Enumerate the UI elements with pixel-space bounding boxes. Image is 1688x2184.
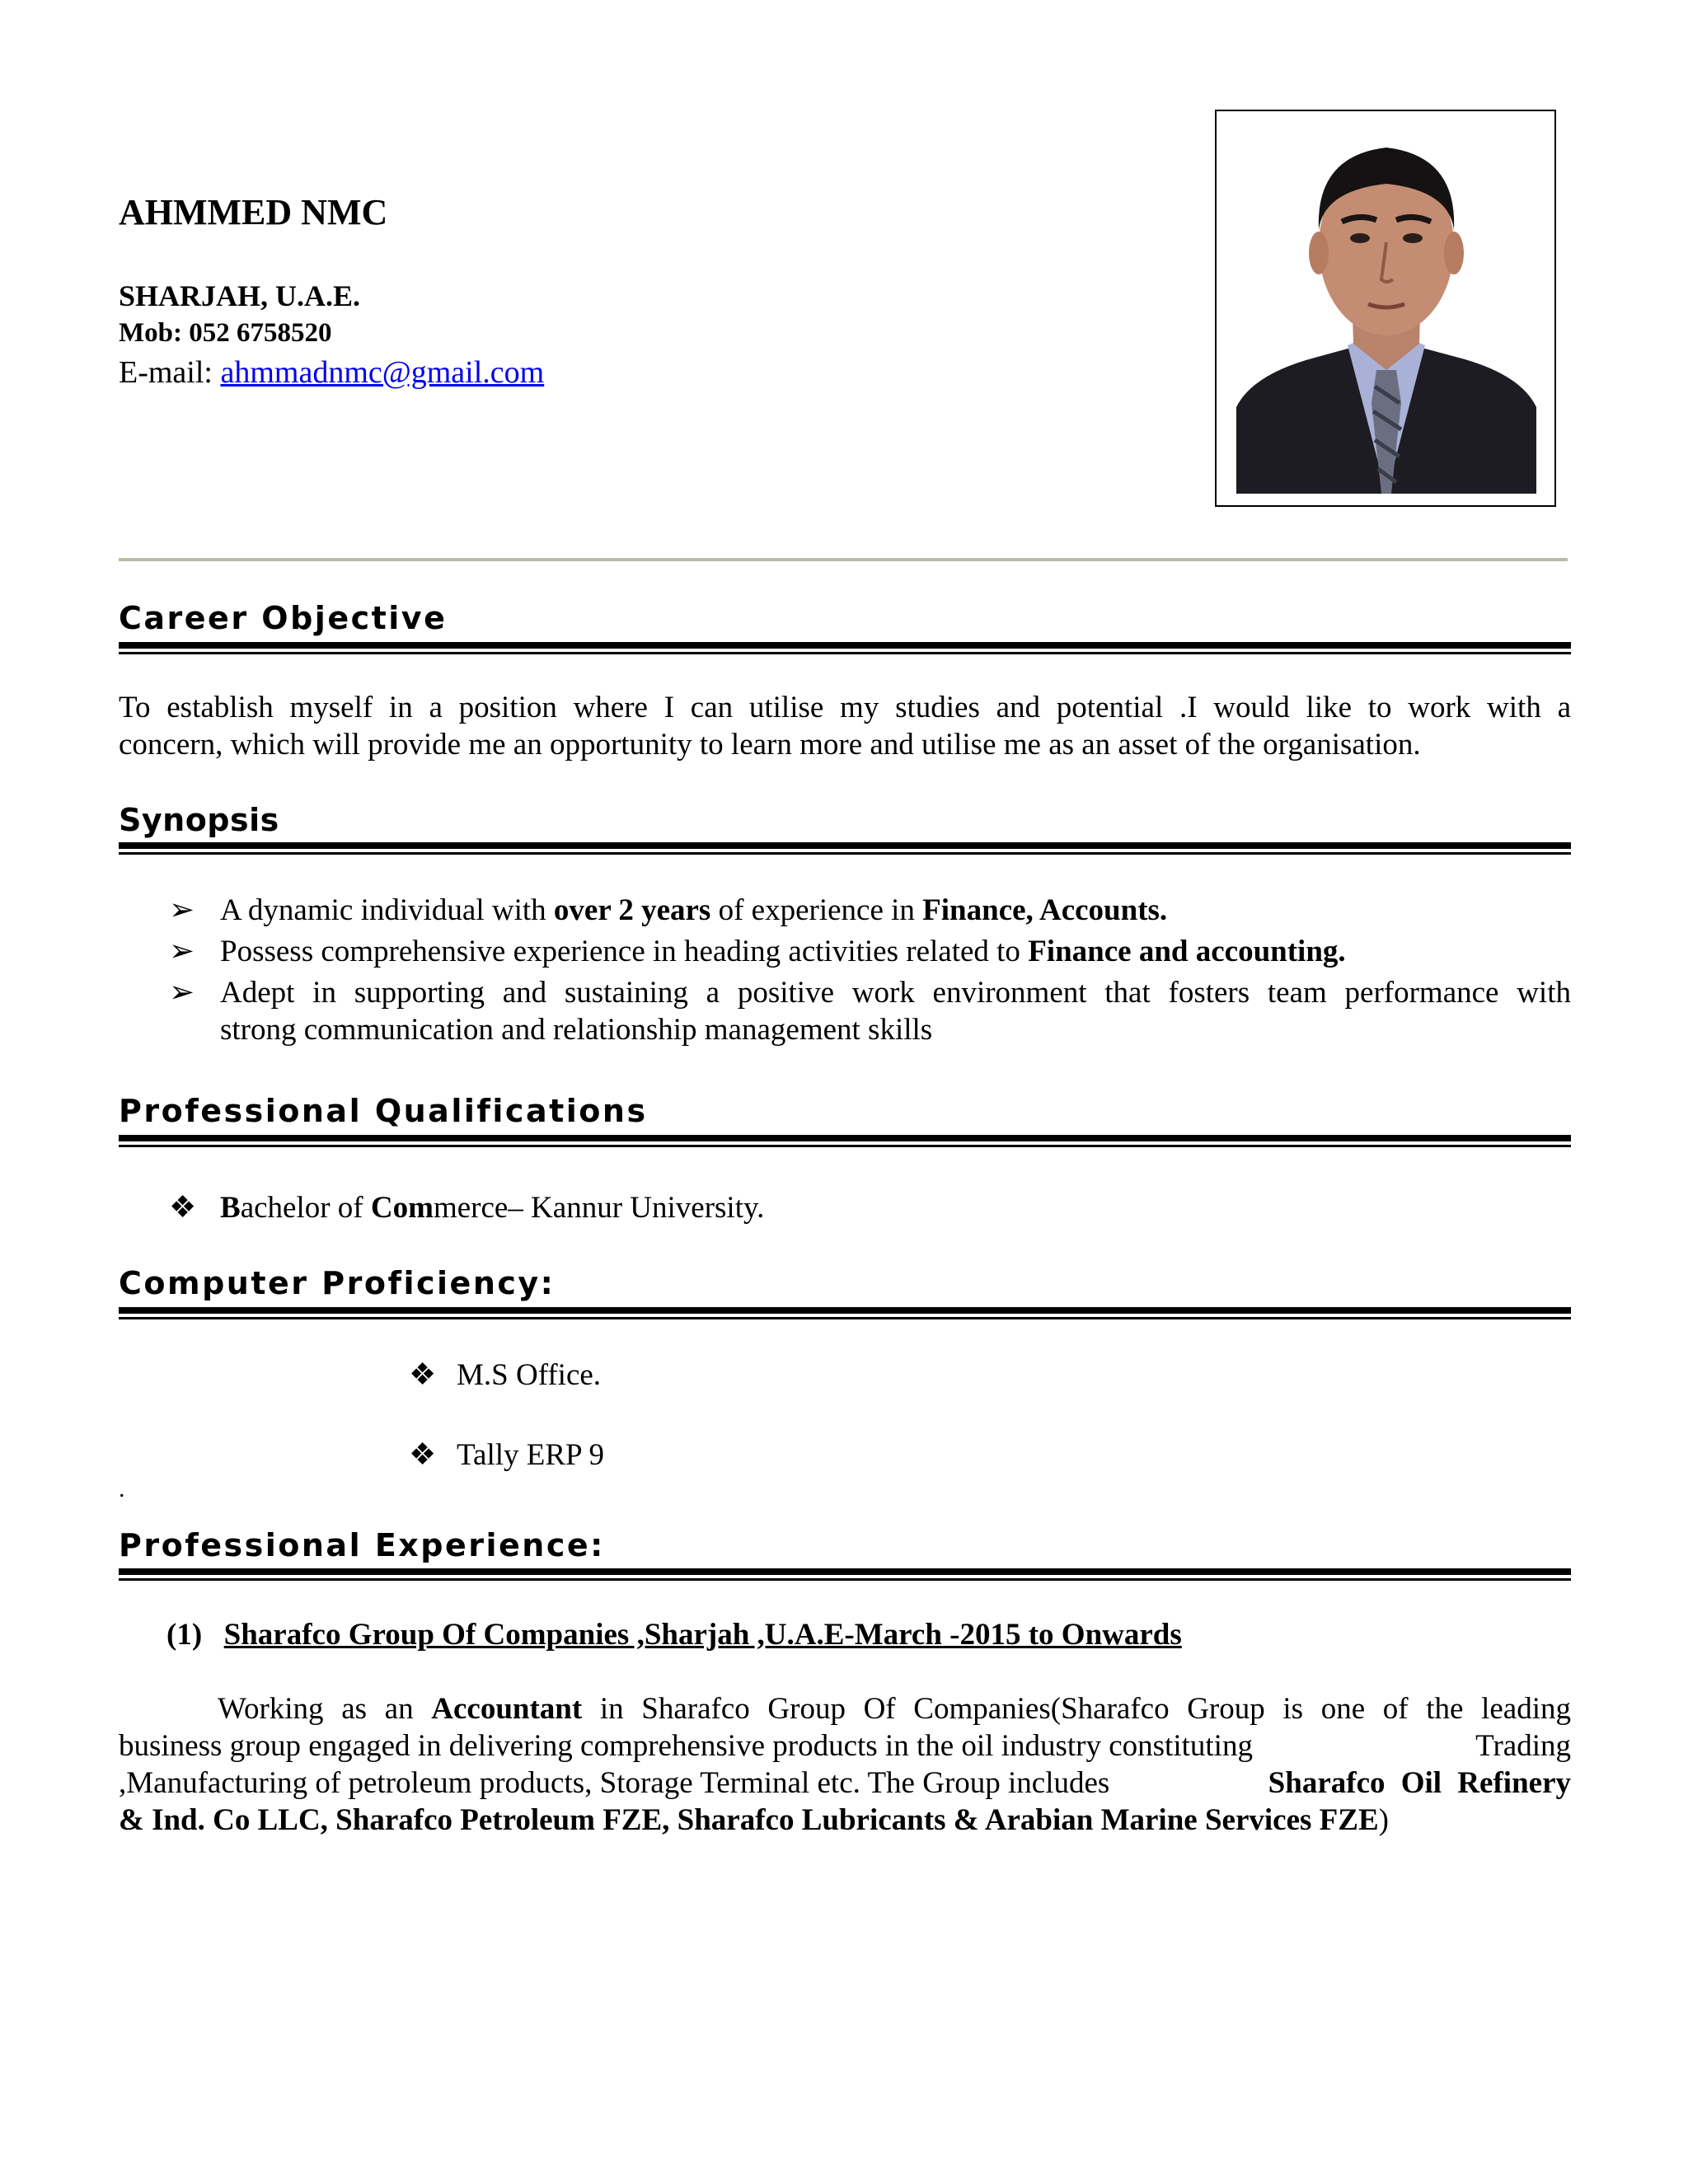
email-line — [119, 354, 544, 391]
description-line: business group engaged in delivering comprehensive products in the oil industry constituting Trading — [119, 1729, 1571, 1763]
section-rule — [119, 1568, 1571, 1581]
experience-description — [119, 1690, 1571, 1839]
header-divider — [119, 558, 1568, 561]
experience-number: (1) — [166, 1618, 203, 1652]
email-label: E-mail: — [119, 355, 213, 390]
qualification-text: Bachelor of Commerce– Kannur University. — [220, 1191, 765, 1225]
objective-line: To establish myself in a position where I can utilise my studies and potential .I would like to work with a — [119, 691, 1571, 724]
computer-skill-item — [409, 1357, 903, 1394]
description-line: ,Manufacturing of petroleum products, Storage Terminal etc. The Group includes Sharafco Oil Refinery — [119, 1766, 1571, 1800]
mobile-number: Mob: 052 6758520 — [119, 318, 332, 348]
section-title-experience: Professional Experience: — [119, 1527, 605, 1563]
stray-dot: . — [119, 1475, 125, 1502]
portrait-illustration — [1236, 123, 1536, 494]
diamond-bullet-icon: ❖ — [409, 1438, 437, 1472]
diamond-bullet-icon: ❖ — [169, 1191, 197, 1225]
description-line: & Ind. Co LLC, Sharafco Petroleum FZE, Sharafco Lubricants & Arabian Marine Services FZE) — [119, 1803, 1389, 1837]
bullet-text: A dynamic individual with over 2 years of experience in Finance, Accounts. — [220, 893, 1168, 927]
arrow-bullet-icon: ➢ — [169, 976, 195, 1010]
candidate-name: AHMMED NMC — [119, 192, 388, 232]
qualification-item — [169, 1189, 1571, 1227]
bullet-text: Adept in supporting and sustaining a positive work environment that fosters team performance with strong communication and relationship management skills — [220, 976, 1571, 1047]
profile-photo-frame — [1215, 110, 1556, 507]
experience-heading — [166, 1617, 1182, 1652]
bullet-text: Possess comprehensive experience in heading activities related to Finance and accounting. — [220, 935, 1346, 968]
arrow-bullet-icon: ➢ — [169, 893, 195, 927]
objective-line: concern, which will provide me an opportunity to learn more and utilise me as an asset of the organisation. — [119, 728, 1421, 762]
profile-photo — [1236, 123, 1536, 494]
section-title-synopsis: Synopsis — [119, 802, 279, 838]
skill-text: Tally ERP 9 — [457, 1438, 604, 1472]
diamond-bullet-icon: ❖ — [409, 1358, 437, 1392]
computer-skill-item — [409, 1436, 903, 1474]
skill-text: M.S Office. — [457, 1358, 602, 1392]
synopsis-bullet — [169, 892, 1571, 930]
objective-paragraph — [119, 689, 1571, 763]
section-title-computer-proficiency: Computer Proficiency: — [119, 1265, 556, 1301]
location: SHARJAH, U.A.E. — [119, 279, 361, 312]
section-rule — [119, 642, 1571, 654]
section-title-qualifications: Professional Qualifications — [119, 1093, 648, 1129]
email-link[interactable]: ahmmadnmc@gmail.com — [220, 355, 545, 390]
section-title-career-objective: Career Objective — [119, 600, 448, 636]
synopsis-bullet — [169, 974, 1571, 1050]
section-rule — [119, 1135, 1571, 1147]
description-line: Working as an Accountant in Sharafco Group Of Companies(Sharafco Group is one of the leading — [218, 1692, 1571, 1726]
section-rule — [119, 842, 1571, 855]
synopsis-bullet — [169, 933, 1571, 971]
arrow-bullet-icon: ➢ — [169, 935, 195, 968]
experience-company: Sharafco Group Of Companies ,Sharjah ,U.A.E-March -2015 to Onwards — [223, 1618, 1182, 1652]
section-rule — [119, 1307, 1571, 1319]
